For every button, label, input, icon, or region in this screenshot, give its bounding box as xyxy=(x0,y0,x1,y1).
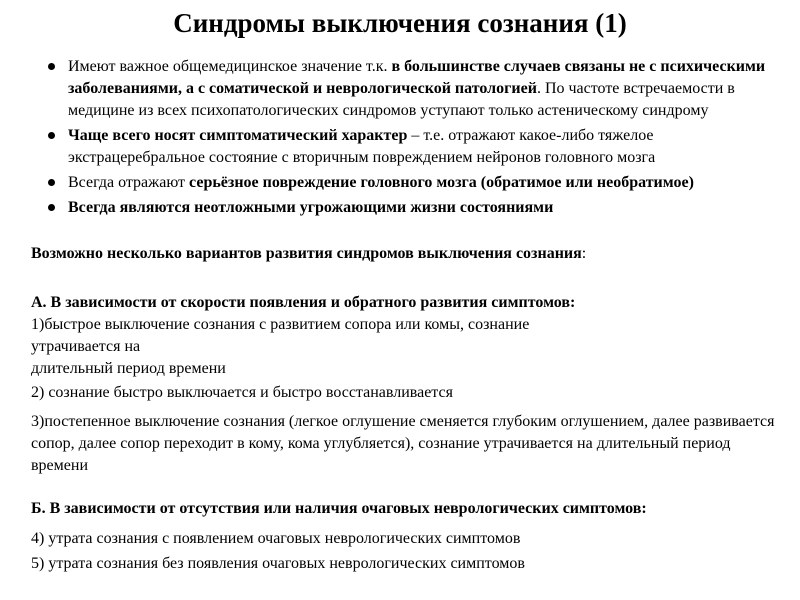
slide-title: Синдромы выключения сознания (1) xyxy=(173,8,627,38)
intro-paragraph: Возможно несколько вариантов развития синдромов выключения сознания: xyxy=(31,245,587,262)
bullet-item xyxy=(45,125,775,169)
section-b xyxy=(31,498,786,575)
variant-line-1-cont2: длительный период времени xyxy=(31,360,226,377)
variant-line-1: 1)быстрое выключение сознания с развитием сопора или комы, сознание xyxy=(31,316,530,333)
bullet-item xyxy=(45,172,775,194)
bullet-icon xyxy=(48,63,55,70)
section-a xyxy=(31,292,786,477)
bullet-list xyxy=(45,56,775,219)
bullet-icon xyxy=(48,132,55,139)
bullet-item xyxy=(45,197,775,219)
bullet-item xyxy=(45,56,775,122)
bullet-text: Всегда отражают серьёзное повреждение головного мозга (обратимое или необратимое) xyxy=(68,174,694,191)
bullet-text: Чаще всего носят симптоматический характер – т.е. отражают какое-либо тяжелое экстрацеребральное состояние с вторичным повреждением нейронов головного мозга xyxy=(68,127,656,166)
bullet-icon xyxy=(48,204,55,211)
bullet-text: Всегда являются неотложными угрожающими жизни состояниями xyxy=(68,199,554,216)
section-b-heading: Б. В зависимости от отсутствия или наличия очаговых неврологических симптомов: xyxy=(31,500,647,517)
section-a-heading: А. В зависимости от скорости появления и обратного развития симптомов: xyxy=(31,294,576,311)
bullet-icon xyxy=(48,179,55,186)
variant-line-5: 5) утрата сознания без появления очаговых неврологических симптомов xyxy=(31,555,525,572)
variant-line-3: 3)постепенное выключение сознания (легкое оглушение сменяется глубоким оглушением, далее развивается сопор, далее сопор переходит в кому, кома углубляется), сознание утрачивается на длительный период времени xyxy=(31,413,775,474)
variant-line-2: 2) сознание быстро выключается и быстро восстанавливается xyxy=(31,384,453,401)
variant-line-1-cont: утрачивается на xyxy=(31,338,141,355)
variant-line-4: 4) утрата сознания с появлением очаговых неврологических симптомов xyxy=(31,530,521,547)
bullet-text: Имеют важное общемедицинское значение т.к. в большинстве случаев связаны не с психическими заболеваниями, а с соматической и неврологической патологией. По частоте встречаемости в медицине из всех психопатологических синдромов уступают только астеническому синдрому xyxy=(68,58,766,119)
